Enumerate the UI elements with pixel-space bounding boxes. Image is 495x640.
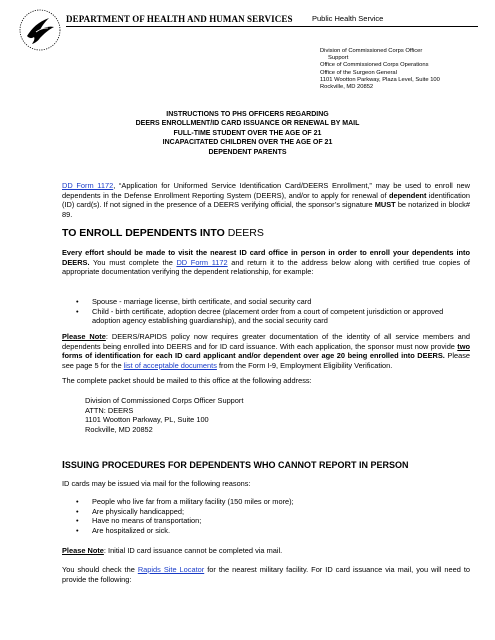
list-item: • Are hospitalized or sick. bbox=[76, 525, 171, 535]
list-item: • People who live far from a military facility (150 miles or more); bbox=[76, 497, 294, 506]
address-line: 1101 Wootton Parkway, Plaza Level, Suite 100 bbox=[320, 76, 440, 83]
title-line: INSTRUCTIONS TO PHS OFFICERS REGARDING bbox=[166, 111, 329, 118]
bullet-icon: • bbox=[76, 306, 79, 316]
office-address-block bbox=[320, 48, 490, 91]
enroll-paragraph: Every effort should be made to visit the nearest ID card office in person in order to enroll your dependents into DEERS. You must complete the DD Form 1172 and return it to the address below along with certified true copies of appropriate documentation verifying the dependent relationship, for example: bbox=[62, 248, 470, 276]
section-heading-enroll: TO ENROLL DEPENDENTS INTO DEERS bbox=[62, 227, 264, 239]
documentation-list bbox=[62, 297, 470, 326]
list-item: • Spouse - marriage license, birth certificate, and social security card bbox=[76, 297, 312, 306]
title-line: DEERS ENROLLMENT/ID CARD ISSUANCE OR RENEWAL BY MAIL bbox=[135, 120, 360, 128]
department-name: DEPARTMENT OF HEALTH AND HUMAN SERVICES bbox=[66, 14, 293, 24]
title-line: INCAPACITATED CHILDREN OVER THE AGE OF 21 bbox=[162, 139, 333, 147]
service-name: Public Health Service bbox=[312, 14, 384, 23]
dd-form-1172-link[interactable]: DD Form 1172 bbox=[176, 257, 228, 267]
bullet-icon: • bbox=[76, 506, 79, 516]
document-title bbox=[60, 110, 435, 157]
address-line: ATTN: DEERS bbox=[85, 405, 134, 415]
dd-form-1172-link[interactable]: DD Form 1172 bbox=[62, 181, 114, 190]
mail-reasons-list bbox=[62, 497, 470, 535]
address-line: Office of Commissioned Corps Operations bbox=[320, 62, 429, 69]
mail-intro: The complete packet should be mailed to this office at the following address: bbox=[62, 376, 312, 385]
acceptable-documents-link[interactable]: list of acceptable documents bbox=[123, 360, 217, 370]
intro-paragraph: DD Form 1172, “Application for Uniformed Service Identification Card/DEERS Enrollment,” may be used to enroll new dependents in the Defense Enrollment Reporting System (DEERS), and/or to apply for renewal of dependent identification (ID) card(s). If not signed in the presence of a DEERS verifying official, the sponsor’s signature MUST be notarized in block# 89. bbox=[62, 181, 471, 219]
issuing-intro: ID cards may be issued via mail for the following reasons: bbox=[62, 479, 251, 488]
address-line: Division of Commissioned Corps Officer Support bbox=[85, 396, 244, 405]
title-line: FULL-TIME STUDENT OVER THE AGE OF 21 bbox=[173, 129, 322, 137]
address-line: Rockville, MD 20852 bbox=[320, 84, 374, 91]
address-line: Division of Commissioned Corps Officer bbox=[320, 48, 423, 54]
please-note-paragraph: Please Note: DEERS/RAPIDS policy now requires greater documentation of the identity of all service members and dependents being enrolled into DEERS and for ID card issuance. With each application, the sponsor must now provide two forms of identification for each ID card applicant and/or dependent over age 20 being enrolled into DEERS. Please see page 5 for the list of acceptable documents from the Form I-9, Employment Eligibility Verification. bbox=[62, 332, 470, 370]
address-line: Support bbox=[328, 55, 349, 62]
final-paragraph: You should check the Rapids Site Locator for the nearest military facility. For ID card issuance via mail, you will need to provide the following: bbox=[62, 565, 471, 584]
address-line: Rockville, MD 20852 bbox=[85, 424, 153, 434]
list-item: • Have no means of transportation; bbox=[76, 516, 202, 525]
mailing-address bbox=[85, 396, 243, 434]
section-heading-issuing: ISSUING PROCEDURES FOR DEPENDENTS WHO CANNOT REPORT IN PERSON bbox=[62, 459, 409, 471]
address-line: Office of the Surgeon General bbox=[320, 69, 397, 76]
bullet-icon: • bbox=[76, 297, 79, 306]
header-divider bbox=[66, 26, 478, 27]
address-line: 1101 Wootton Parkway, PL, Suite 100 bbox=[85, 415, 209, 425]
bullet-icon: • bbox=[76, 497, 79, 506]
title-line: DEPENDENT PARENTS bbox=[208, 148, 287, 156]
bullet-icon: • bbox=[76, 516, 79, 525]
bullet-icon: • bbox=[76, 525, 79, 535]
rapids-site-locator-link[interactable]: Rapids Site Locator bbox=[137, 565, 205, 574]
hhs-eagle-logo bbox=[18, 8, 62, 52]
please-note-mail: Please Note: Initial ID card issuance cannot be completed via mail. bbox=[62, 546, 283, 555]
list-item: • Are physically handicapped; bbox=[76, 506, 185, 516]
list-item: • Child - birth certificate, adoption decree (placement order from a court of competent jurisdiction or approved adoption agency establishing guardianship), and the social security card bbox=[76, 306, 444, 325]
